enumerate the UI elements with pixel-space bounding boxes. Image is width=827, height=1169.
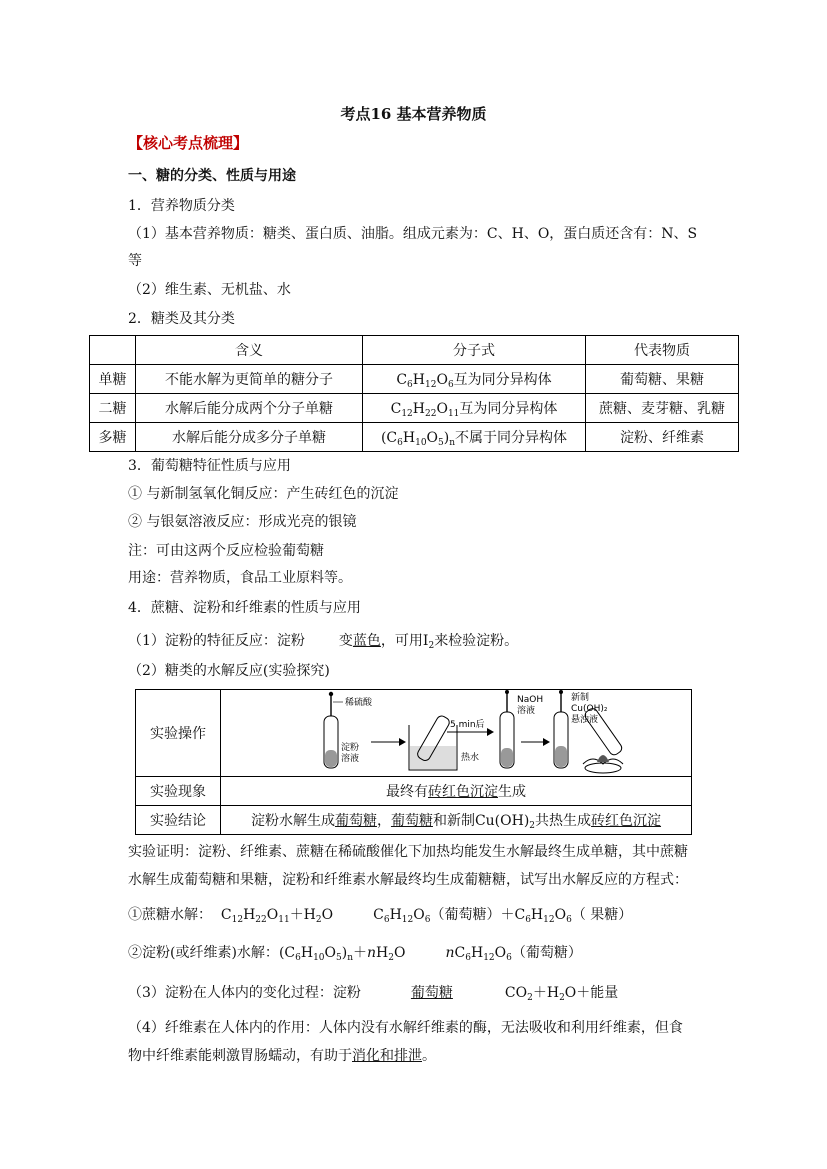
label-starch: 淀粉 [341, 743, 360, 753]
table-header: 代表物质 [586, 336, 739, 365]
starch-process-line: （3）淀粉在人体内的变化过程：淀粉 葡萄糖 $CO_2+H_2O+$能量 [128, 985, 619, 1003]
underlined-answer: 葡萄糖 [334, 813, 377, 829]
underlined-answer: 蓝色 [352, 633, 381, 649]
equation-1: ①蔗糖水解： $C_{12}H_{22}O_{11}+H_2O$ $C_6H_{12}O_6$（葡萄糖）$+C_6H_{12}O_6$（ 果糖） [128, 907, 633, 925]
glucose-property-1: ① 与新制氢氧化铜反应：产生砖红色的沉淀 [128, 486, 399, 502]
table-cell: $C_6H_{12}O_6$互为同分异构体 [363, 365, 586, 394]
underlined-answer: 砖红色沉淀 [428, 784, 498, 800]
hydrolysis-apparatus-illustration [221, 690, 691, 776]
label-solution: 溶液 [341, 754, 360, 764]
label-acid: 稀硫酸 [345, 698, 373, 708]
underlined-answer: 砖红色沉淀 [591, 813, 662, 829]
experiment-diagram-cell [221, 690, 692, 777]
glucose-note: 注：可由这两个反应检验葡萄糖 [128, 543, 324, 559]
text: ②淀粉(或纤维素)水解： [128, 945, 279, 961]
table-cell: 葡萄糖、果糖 [586, 365, 739, 394]
underlined-answer: 葡萄糖 [390, 813, 433, 829]
table-cell: 蔗糖、麦芽糖、乳糖 [586, 394, 739, 423]
glucose-uses: 用途：营养物质，食品工业原料等。 [128, 570, 352, 586]
label-time: 5 min后 [450, 720, 485, 730]
text: （3）淀粉在人体内的变化过程：淀粉 [128, 985, 361, 1001]
text: 共热生成 [535, 813, 592, 829]
table-row [136, 777, 692, 806]
paragraph-1a-cont: 等 [128, 253, 142, 269]
text: ＋能量 [576, 985, 619, 1001]
sugar-classification-table [89, 335, 739, 452]
table-cell: $(C_6H_{10}O_5)_n$不属于同分异构体 [363, 423, 586, 452]
table-header-row [90, 336, 739, 365]
table-row [90, 365, 739, 394]
starch-reaction-line: （1）淀粉的特征反应：淀粉 变蓝色，可用$I_2$来检验淀粉。 [128, 633, 519, 651]
label-naoh-solution: 溶液 [517, 706, 536, 716]
table-row [90, 423, 739, 452]
text: 淀粉水解生成 [250, 813, 335, 829]
table-cell: 实验结论 [136, 806, 221, 835]
subsection-2: 2．糖类及其分类 [128, 311, 235, 327]
text: （葡萄糖） [511, 945, 582, 961]
experiment-diagram [221, 690, 691, 776]
text: ， [376, 813, 391, 829]
equation-2: ②淀粉(或纤维素)水解：$(C_6H_{10}O_5)_n+nH_2O$ $nC_6H_{12}O_6$（葡萄糖） [128, 945, 582, 963]
text: 物中纤维素能刺激胃肠蠕动，有助于 [128, 1048, 352, 1064]
paragraph-proof-2: 水解生成葡萄糖和果糖，淀粉和纤维素水解最终均生成葡糖糖，试写出水解反应的方程式： [128, 872, 688, 888]
subsection-4: 4．蔗糖、淀粉和纤维素的性质与应用 [128, 600, 361, 616]
experiment-table [135, 689, 692, 835]
page-title: 考点16 基本营养物质 [340, 105, 487, 123]
cellulose-paragraph-2 [128, 1045, 436, 1065]
cellulose-paragraph-1: （4）纤维素在人体内的作用：人体内没有水解纤维素的酶，无法吸收和利用纤维素，但食 [128, 1020, 683, 1036]
formula-note: 互为同分异构体 [459, 401, 558, 417]
table-cell: 多糖 [90, 423, 136, 452]
table-cell: 淀粉水解生成葡萄糖，葡萄糖和新制$Cu(OH)_2$共热生成砖红色沉淀 [221, 806, 692, 835]
text: ，可用 [380, 633, 423, 649]
table-row [136, 806, 692, 835]
table-cell: 淀粉、纤维素 [586, 423, 739, 452]
label-hot-water: 热水 [461, 753, 480, 763]
paragraph-1a: （1）基本营养物质：糖类、蛋白质、油脂。组成元素为：C、H、O，蛋白质还含有：N、S [128, 226, 698, 242]
table-cell: 水解后能分成多分子单糖 [136, 423, 363, 452]
table-cell: 不能水解为更简单的糖分子 [136, 365, 363, 394]
formula-note: 互为同分异构体 [453, 372, 552, 388]
underlined-answer: 葡萄糖 [410, 985, 453, 1001]
text: ①蔗糖水解： [128, 907, 212, 923]
table-header: 分子式 [363, 336, 586, 365]
table-row [90, 394, 739, 423]
subsection-3: 3．葡萄糖特征性质与应用 [128, 458, 291, 474]
table-row [136, 690, 692, 777]
text: 最终有 [386, 784, 428, 800]
table-cell: $C_{12}H_{22}O_{11}$互为同分异构体 [363, 394, 586, 423]
table-cell: 实验现象 [136, 777, 221, 806]
section-1-heading: 一、糖的分类、性质与用途 [128, 168, 296, 184]
label-fresh: 新制 [571, 693, 590, 703]
paragraph-proof-1: 实验证明：淀粉、纤维素、蔗糖在稀硫酸催化下加热均能发生水解最终生成单糖，其中蔗糖 [128, 844, 688, 860]
label-naoh: NaOH [517, 695, 544, 705]
subsection-1: 1．营养物质分类 [128, 198, 235, 214]
table-cell: 实验操作 [136, 690, 221, 777]
text: （葡萄糖） [430, 907, 501, 923]
table-header: 含义 [136, 336, 363, 365]
table-cell: 单糖 [90, 365, 136, 394]
paragraph-4b: （2）糖类的水解反应(实验探究) [128, 663, 330, 679]
text: 生成 [498, 784, 526, 800]
table-cell: 二糖 [90, 394, 136, 423]
glucose-property-2: ② 与银氨溶液反应：形成光亮的银镜 [128, 514, 357, 530]
table-cell [90, 336, 136, 365]
table-cell: 水解后能分成两个分子单糖 [136, 394, 363, 423]
text: 。 [422, 1048, 436, 1064]
text: 变 [338, 633, 353, 649]
text: 来检验淀粉。 [434, 633, 519, 649]
label-cuoh2: Cu(OH)₂ [571, 704, 608, 714]
underlined-answer: 消化和排泄 [352, 1048, 422, 1064]
paragraph-1b: （2）维生素、无机盐、水 [128, 282, 291, 298]
table-cell [221, 777, 692, 806]
label-suspension: 悬浊液 [571, 715, 599, 725]
formula-note: 不属于同分异构体 [455, 430, 568, 446]
text: （ 果糖） [571, 907, 633, 923]
text: 和新制 [432, 813, 475, 829]
text: （1）淀粉的特征反应：淀粉 [128, 633, 305, 649]
core-heading: 【核心考点梳理】 [128, 134, 249, 152]
